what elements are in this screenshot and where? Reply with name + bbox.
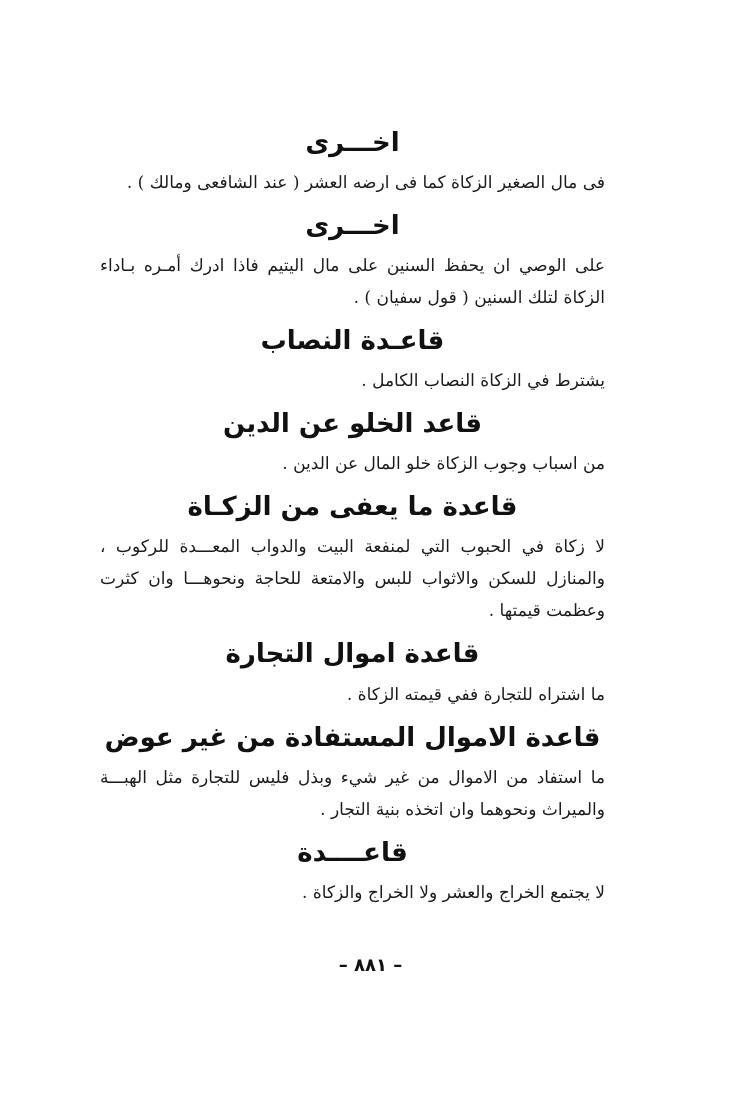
- section-paragraph-5: لا زكاة في الحبوب التي لمنفعة البيت والدواب المعـــدة للركوب ، والمنازل للسكن والاثواب للبس والامتعة للحاجة ونحوهـــا وان كثرت وعظمت قيمتها .: [100, 537, 605, 622]
- page-number: – ٨٨١ –: [338, 955, 403, 976]
- section-paragraph-4: من اسباب وجوب الزكاة خلو المال عن الدين .: [282, 454, 605, 475]
- section-heading-2: اخـــرى: [305, 211, 400, 242]
- section-heading-7: قاعدة الاموال المستفادة من غير عوض: [104, 722, 601, 753]
- section-heading-4: قاعد الخلو عن الدين: [222, 409, 483, 440]
- section-paragraph-7: ما استفاد من الاموال من غير شيء وبذل فليس للتجارة مثل الهبـــة والميراث ونحوهما وان اتخذه بنية التجار .: [100, 767, 605, 820]
- section-heading-8: قاعــــدة: [297, 837, 408, 868]
- section-heading-3: قاعـدة النصاب: [260, 326, 445, 357]
- section-heading-6: قاعدة اموال التجارة: [225, 639, 480, 670]
- section-paragraph-8: لا يجتمع الخراج والعشر ولا الخراج والزكاة .: [302, 882, 605, 903]
- section-paragraph-1: فى مال الصغير الزكاة كما فى ارضه العشر ( عند الشافعى ومالك ) .: [126, 173, 605, 194]
- document-page: [100, 122, 605, 909]
- section-paragraph-3: يشترط في الزكاة النصاب الكامل .: [361, 371, 605, 392]
- section-heading-1: اخـــرى: [305, 128, 400, 158]
- section-paragraph-6: ما اشتراه للتجارة ففي قيمته الزكاة .: [346, 684, 605, 705]
- section-paragraph-2: على الوصي ان يحفظ السنين على مال اليتيم فاذا ادرك أمـره بـاداء الزكاة لتلك السنين ( قول سفيان ) .: [100, 256, 605, 309]
- section-heading-5: قاعدة ما يعفى من الزكـاة: [187, 492, 518, 523]
